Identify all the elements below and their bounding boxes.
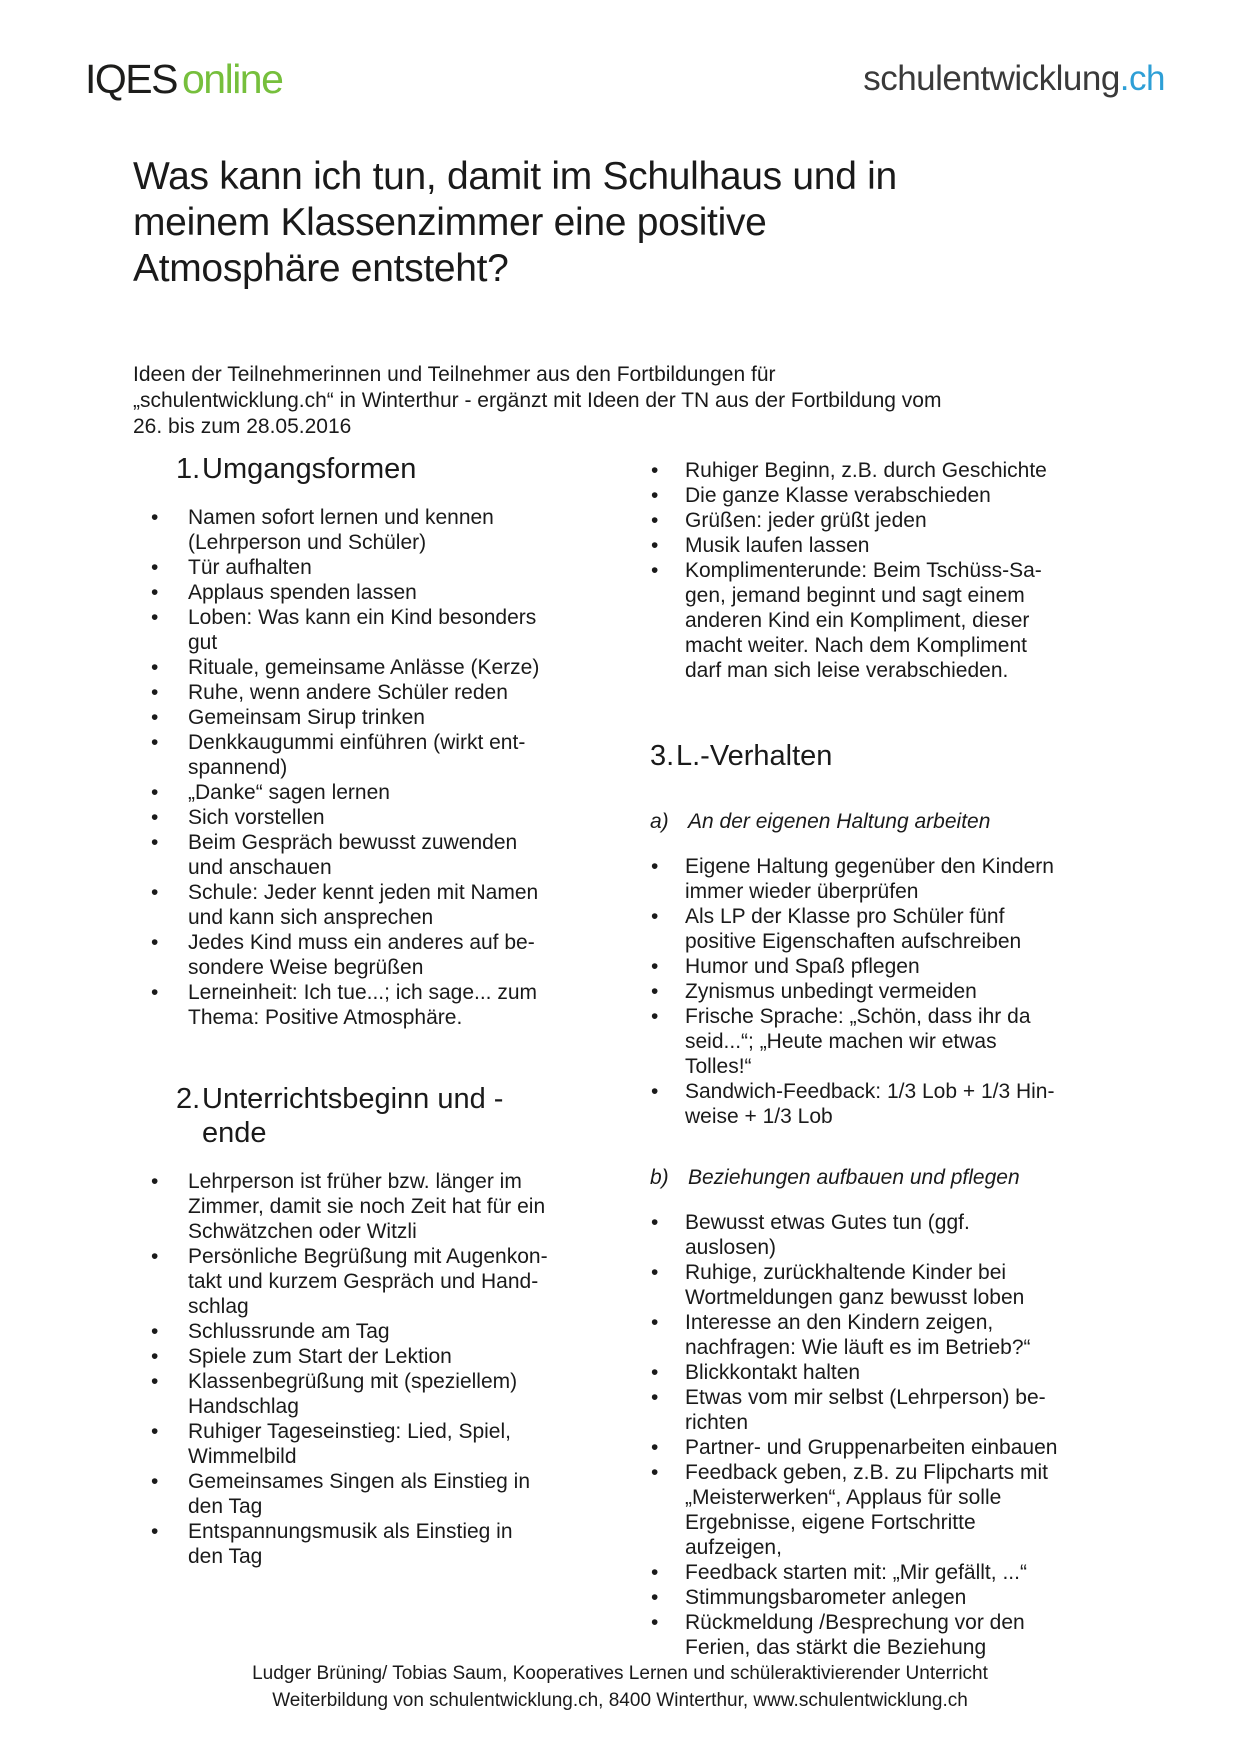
list-item: • Musik laufen lassen — [650, 533, 1060, 558]
list-item: • Frische Sprache: „Schön, dass ihr da seid...“; „Heute machen wir etwas Tolles!“ — [650, 1004, 1060, 1079]
list-item: • Namen sofort lernen und kennen (Lehrperson und Schüler) — [133, 505, 553, 555]
list-item: • Jedes Kind muss ein anderes auf besondere Weise begrüßen — [133, 930, 553, 980]
section-2-list-right — [650, 458, 1060, 683]
subsection-b-heading — [650, 1165, 1060, 1191]
list-item: • Spiele zum Start der Lektion — [133, 1344, 553, 1369]
list-item: • Komplimenterunde: Beim Tschüss-Sagen, jemand beginnt und sagt einem anderen Kind ein Kompliment, dieser macht weiter. Nach dem Kompliment darf man sich leise verabschieden. — [650, 558, 1060, 683]
footer-line-1: Ludger Brüning/ Tobias Saum, Kooperatives Lernen und schüleraktivierender Unterricht — [252, 1663, 988, 1684]
section-1-heading — [133, 452, 553, 486]
list-item: • Denkkaugummi einführen (wirkt entspannend) — [133, 730, 553, 780]
list-item: • Persönliche Begrüßung mit Augenkontakt und kurzem Gespräch und Handschlag — [133, 1244, 553, 1319]
list-item: • Rückmeldung /Besprechung vor den Ferien, das stärkt die Beziehung — [650, 1610, 1060, 1660]
subsection-a-label: a) — [650, 810, 669, 833]
iqes-online-logo — [85, 58, 282, 100]
section-3-title: L.-Verhalten — [676, 740, 833, 772]
subsection-a-list — [650, 854, 1060, 1129]
schulentwicklung-logo — [863, 58, 1165, 100]
page-title: Was kann ich tun, damit im Schulhaus und in meinem Klassenzimmer eine positive Atmosphäre entsteht? — [133, 155, 897, 291]
list-item: • Bewusst etwas Gutes tun (ggf. auslosen) — [650, 1210, 1060, 1260]
list-item: • Grüßen: jeder grüßt jeden — [650, 508, 1060, 533]
content-columns — [133, 452, 1073, 1660]
section-1-number: 1. — [176, 453, 201, 485]
list-item: • Rituale, gemeinsame Anlässe (Kerze) — [133, 655, 553, 680]
list-item: • Applaus spenden lassen — [133, 580, 553, 605]
list-item: • Als LP der Klasse pro Schüler fünf positive Eigenschaften aufschreiben — [650, 904, 1060, 954]
subsection-a-heading — [650, 809, 1060, 835]
list-item: • Partner- und Gruppenarbeiten einbauen — [650, 1435, 1060, 1460]
section-1-title: Umgangsformen — [202, 453, 417, 485]
list-item: • Humor und Spaß pflegen — [650, 954, 1060, 979]
list-item: • Feedback geben, z.B. zu Flipcharts mit „Meisterwerken“, Applaus für solle Ergebnisse, eigene Fortschritte aufzeigen, — [650, 1460, 1060, 1560]
subsection-b-label: b) — [650, 1166, 669, 1189]
schulentwicklung-logo-ch-text: .ch — [1119, 59, 1165, 98]
subsection-a-title: An der eigenen Haltung arbeiten — [688, 810, 991, 833]
list-item: • Schlussrunde am Tag — [133, 1319, 553, 1344]
list-item: • Etwas vom mir selbst (Lehrperson) berichten — [650, 1385, 1060, 1435]
list-item: • Lehrperson ist früher bzw. länger im Zimmer, damit sie noch Zeit hat für ein Schwätzchen oder Witzli — [133, 1169, 553, 1244]
schulentwicklung-logo-text: schulentwicklung — [863, 59, 1120, 98]
list-item: • Beim Gespräch bewusst zuwenden und anschauen — [133, 830, 553, 880]
list-item: • Stimmungsbarometer anlegen — [650, 1585, 1060, 1610]
list-item: • Loben: Was kann ein Kind besonders gut — [133, 605, 553, 655]
list-item: • Gemeinsames Singen als Einstieg in den Tag — [133, 1469, 553, 1519]
subsection-b-title: Beziehungen aufbauen und pflegen — [688, 1166, 1020, 1189]
list-item: • Ruhe, wenn andere Schüler reden — [133, 680, 553, 705]
list-item: • Entspannungsmusik als Einstieg in den Tag — [133, 1519, 553, 1569]
left-column — [133, 452, 553, 1569]
list-item: • Schule: Jeder kennt jeden mit Namen und kann sich ansprechen — [133, 880, 553, 930]
right-column — [650, 452, 1060, 1660]
list-item: • Klassenbegrüßung mit (speziellem) Handschlag — [133, 1369, 553, 1419]
list-item: • Sich vorstellen — [133, 805, 553, 830]
section-3-number: 3. — [650, 740, 675, 772]
intro-paragraph: Ideen der Teilnehmerinnen und Teilnehmer aus den Fortbildungen für „schulentwicklung.ch“ in Winterthur - ergänzt mit Ideen der TN aus der Fortbildung vom 26. bis zum 28.05.2016 — [133, 363, 942, 438]
list-item: • Ruhiger Tageseinstieg: Lied, Spiel, Wimmelbild — [133, 1419, 553, 1469]
list-item: • Ruhiger Beginn, z.B. durch Geschichte — [650, 458, 1060, 483]
list-item: • Feedback starten mit: „Mir gefällt, ...“ — [650, 1560, 1060, 1585]
list-item: • „Danke“ sagen lernen — [133, 780, 553, 805]
list-item: • Eigene Haltung gegenüber den Kindern immer wieder überprüfen — [650, 854, 1060, 904]
list-item: • Lerneinheit: Ich tue...; ich sage... zum Thema: Positive Atmosphäre. — [133, 980, 553, 1030]
list-item: • Interesse an den Kindern zeigen, nachfragen: Wie läuft es im Betrieb?“ — [650, 1310, 1060, 1360]
iqes-logo-online-text: online — [181, 56, 283, 102]
section-2-heading — [133, 1082, 553, 1150]
section-3-heading — [650, 739, 1060, 773]
list-item: • Blickkontakt halten — [650, 1360, 1060, 1385]
list-item: • Zynismus unbedingt vermeiden — [650, 979, 1060, 1004]
list-item: • Tür aufhalten — [133, 555, 553, 580]
page-footer — [0, 1660, 1240, 1714]
section-2-number: 2. — [176, 1083, 201, 1115]
list-item: • Ruhige, zurückhaltende Kinder bei Wortmeldungen ganz bewusst loben — [650, 1260, 1060, 1310]
list-item: • Die ganze Klasse verabschieden — [650, 483, 1060, 508]
section-2-title: Unterrichtsbeginn und -ende — [202, 1083, 504, 1149]
section-2-list-left — [133, 1169, 553, 1569]
list-item: • Gemeinsam Sirup trinken — [133, 705, 553, 730]
section-1-list — [133, 505, 553, 1030]
list-item: • Sandwich-Feedback: 1/3 Lob + 1/3 Hinweise + 1/3 Lob — [650, 1079, 1060, 1129]
iqes-logo-text: IQES — [85, 56, 177, 102]
page-header — [85, 58, 1165, 100]
subsection-b-list — [650, 1210, 1060, 1660]
footer-line-2: Weiterbildung von schulentwicklung.ch, 8400 Winterthur, www.schulentwicklung.ch — [272, 1690, 968, 1711]
